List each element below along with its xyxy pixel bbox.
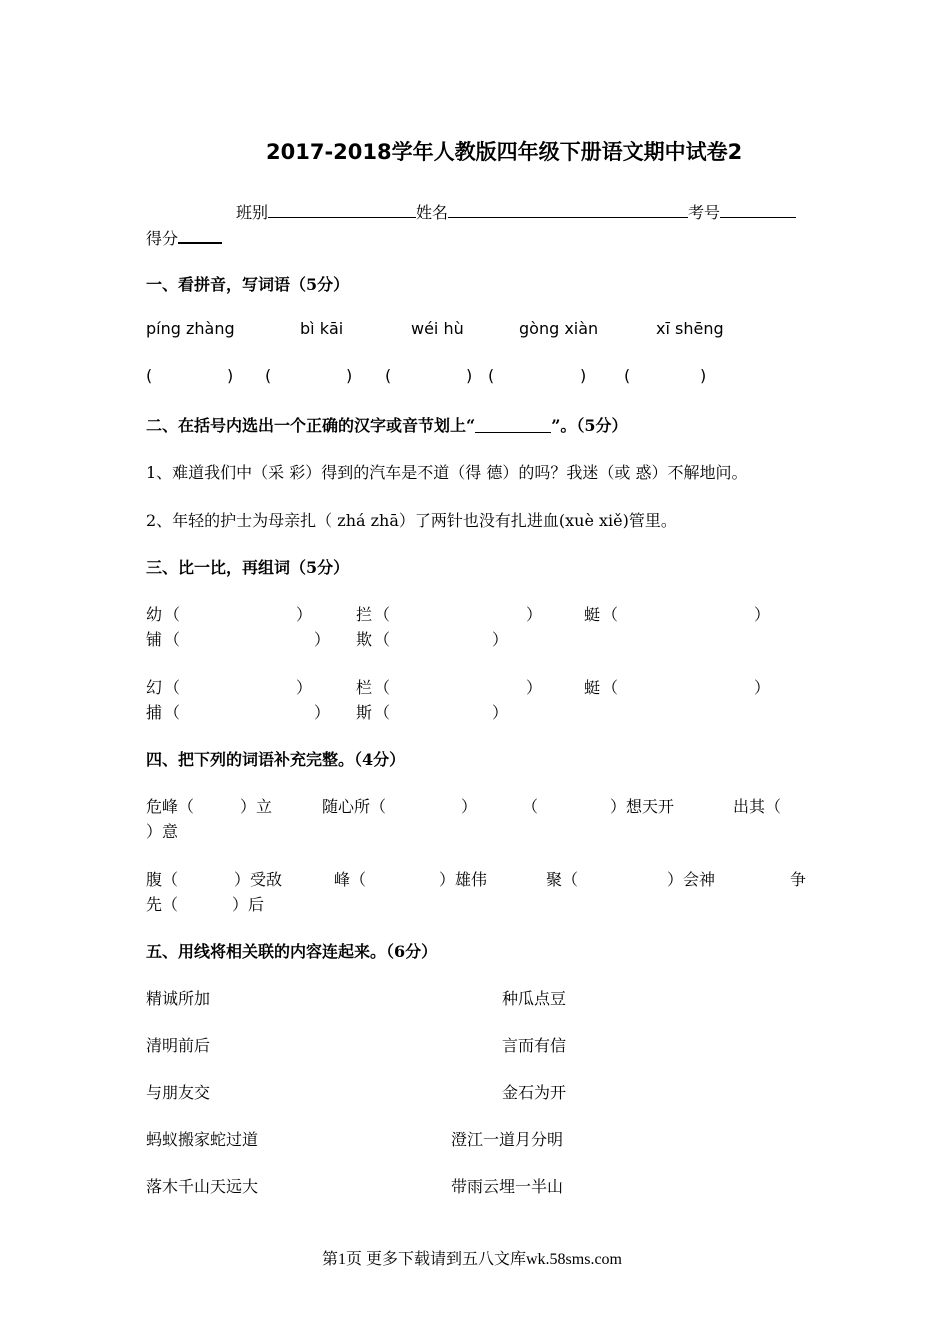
idiom-part: ） [461, 797, 478, 816]
pinyin-5: xī shēng [656, 319, 724, 338]
bracket-open: （ [164, 703, 181, 722]
compare-char: 蜓 [584, 605, 601, 624]
answer-bracket-open: ( [488, 366, 495, 385]
answer-bracket-close: ) [346, 366, 353, 385]
bracket-open: （ [164, 678, 181, 697]
idiom-part: 聚（ [546, 870, 579, 889]
idiom-part: 先（ [146, 895, 179, 914]
idiom-part: （ [522, 797, 539, 816]
match-right-item[interactable]: 种瓜点豆 [502, 989, 567, 1008]
pinyin-3: wéi hù [411, 319, 464, 338]
compare-char: 捕 [146, 703, 163, 722]
idiom-part: 腹（ [146, 870, 179, 889]
bracket-open: （ [374, 678, 391, 697]
section3-heading: 三、比一比，再组词（5分） [146, 558, 350, 577]
answer-bracket-open: ( [265, 366, 272, 385]
bracket-close: ） [526, 605, 543, 624]
section1-heading: 一、看拼音，写词语（5分） [146, 275, 350, 294]
match-right-item[interactable]: 澄江一道月分明 [451, 1130, 564, 1149]
idiom-part: 出其（ [733, 797, 782, 816]
match-right-item[interactable]: 带雨云埋一半山 [451, 1177, 564, 1196]
bracket-close: ） [526, 678, 543, 697]
section4-heading: 四、把下列的词语补充完整。（4分） [146, 750, 406, 769]
compare-char: 铺 [146, 630, 163, 649]
compare-char: 斯 [356, 703, 373, 722]
answer-bracket-close: ) [700, 366, 707, 385]
compare-char: 拦 [356, 605, 373, 624]
bracket-close: ） [296, 678, 313, 697]
pinyin-4: gòng xiàn [519, 319, 599, 338]
score-line [146, 226, 222, 249]
section2-heading: 二、在括号内选出一个正确的汉字或音节划上“ ”。（5分） [146, 416, 628, 435]
answer-bracket-close: ) [580, 366, 587, 385]
compare-char: 欺 [356, 630, 373, 649]
idiom-part: 随心所（ [322, 797, 387, 816]
question-2: 2、年轻的护士为母亲扎（ zhá zhā）了两针也没有扎进血(xuè xiě)管里。 [146, 511, 677, 530]
idiom-part: ）意 [146, 822, 179, 841]
match-left-item[interactable]: 蚂蚁搬家蛇过道 [146, 1130, 259, 1149]
number-label: 考号 [688, 203, 721, 222]
number-field[interactable] [720, 201, 796, 218]
idiom-part: 危峰（ [146, 797, 195, 816]
pinyin-2: bì kāi [300, 319, 344, 338]
info-line [236, 200, 796, 223]
match-left-item[interactable]: 精诚所加 [146, 989, 211, 1008]
answer-bracket-open: ( [624, 366, 631, 385]
score-label: 得分 [146, 229, 179, 248]
name-field[interactable] [448, 201, 688, 218]
bracket-close: ） [296, 605, 313, 624]
bracket-close: ） [754, 605, 771, 624]
match-left-item[interactable]: 清明前后 [146, 1036, 211, 1055]
class-label: 班别 [236, 203, 269, 222]
idiom-part: ）会神 [667, 870, 716, 889]
idiom-part: 峰（ [334, 870, 367, 889]
bracket-close: ） [492, 630, 509, 649]
answer-bracket-close: ) [227, 366, 234, 385]
idiom-part: ）后 [232, 895, 265, 914]
compare-char: 幼 [146, 605, 163, 624]
bracket-open: （ [164, 630, 181, 649]
page-footer: 第1页 更多下载请到五八文库wk.58sms.com [322, 1251, 623, 1268]
page-title: 2017-2018学年人教版四年级下册语文期中试卷2 [266, 140, 743, 164]
bracket-close: ） [314, 703, 331, 722]
idiom-part: ）受敌 [234, 870, 283, 889]
section5-heading: 五、用线将相关联的内容连起来。（6分） [146, 942, 438, 961]
bracket-close: ） [314, 630, 331, 649]
mark-line [475, 416, 551, 433]
match-right-item[interactable]: 金石为开 [502, 1083, 567, 1102]
bracket-open: （ [164, 605, 181, 624]
score-field[interactable] [178, 226, 222, 244]
answer-bracket-close: ) [466, 366, 473, 385]
idiom-part: ）雄伟 [439, 870, 488, 889]
compare-char: 栏 [356, 678, 373, 697]
bracket-open: （ [374, 605, 391, 624]
bracket-close: ） [492, 703, 509, 722]
match-left-item[interactable]: 落木千山天远大 [146, 1177, 259, 1196]
idiom-part: ）立 [240, 797, 273, 816]
bracket-open: （ [374, 703, 391, 722]
idiom-part: ）想天开 [610, 797, 675, 816]
bracket-open: （ [602, 678, 619, 697]
idiom-part: 争 [790, 870, 807, 889]
compare-char: 蜓 [584, 678, 601, 697]
bracket-open: （ [374, 630, 391, 649]
bracket-open: （ [602, 605, 619, 624]
class-field[interactable] [268, 201, 416, 218]
answer-bracket-open: ( [385, 366, 392, 385]
match-left-item[interactable]: 与朋友交 [146, 1083, 211, 1102]
answer-bracket-open: ( [146, 366, 153, 385]
question-1: 1、难道我们中（采 彩）得到的汽车是不道（得 德）的吗？我迷（或 惑）不解地问。 [146, 463, 748, 482]
name-label: 姓名 [416, 203, 449, 222]
bracket-close: ） [754, 678, 771, 697]
pinyin-1: píng zhàng [146, 319, 235, 338]
match-right-item[interactable]: 言而有信 [502, 1036, 567, 1055]
compare-char: 幻 [146, 678, 163, 697]
